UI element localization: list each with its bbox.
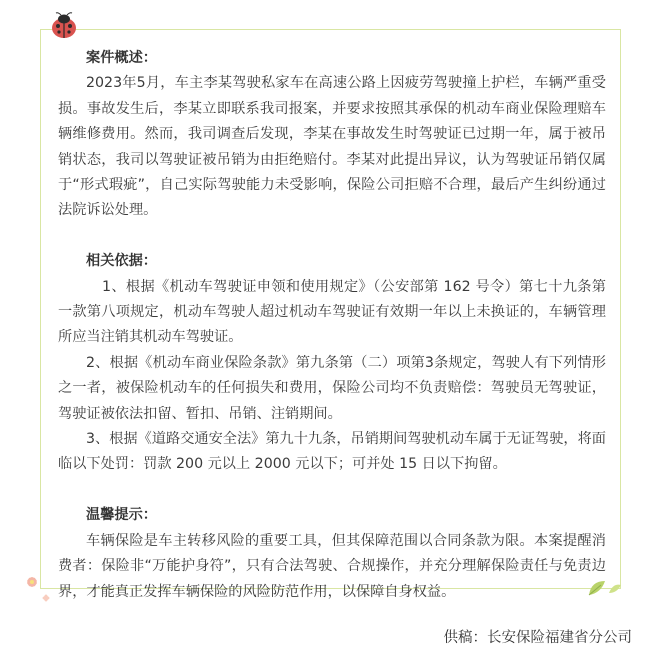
flower-petals-icon — [22, 572, 62, 608]
basis-item: 1、根据《机动车驾驶证申领和使用规定》（公安部第 162 号令）第七十九条第一款第八项规定，机动车驾驶人超过机动车驾驶证有效期一年以上未换证的，车辆管理所应当注销其机动车驾驶证。 — [58, 278, 606, 346]
ladybug-icon — [47, 12, 81, 40]
basis-item: 3、根据《道路交通安全法》第九十九条，吊销期间驾驶机动车属于无证驾驶，将面临以下处罚：罚款 200 元以上 2000 元以下；可并处 15 日以下拘留。 — [58, 431, 606, 473]
case-paragraph: 2023年5月，车主李某驾驶私家车在高速公路上因疲劳驾驶撞上护栏，车辆严重受损。事故发生后，李某立即联系我司报案，并要求按照其承保的机动车商业保险理赔车辆维修费用。然而，我司调查后发现，李某在事故发生时驾驶证已过期一年，属于被吊销状态，我司以驾驶证被吊销为由拒绝赔付。李某对此提出异议，认为驾驶证吊销仅属于“形式瑕疵”，自己实际驾驶能力未受影响，保险公司拒赔不合理，最后产生纠纷通过法院诉讼处理。 — [58, 75, 606, 219]
tips-paragraph: 车辆保险是车主转移风险的重要工具，但其保障范围以合同条款为限。本案提醒消费者：保险非“万能护身符”，只有合法驾驶、合规操作，并充分理解保险责任与免责边界，才能真正发挥车辆保险的风险防范作用，以保障自身权益。 — [58, 532, 606, 600]
basis-heading: 相关依据： — [86, 253, 157, 270]
case-heading: 案件概述： — [86, 50, 157, 66]
article-body — [58, 46, 606, 605]
basis-item: 2、根据《机动车商业保险条款》第九条第（二）项第3条规定，驾驶人有下列情形之一者，被保险机动车的任何损失和费用，保险公司均不负责赔偿：驾驶员无驾驶证，驾驶证被依法扣留、暂扣、吊销、注销期间。 — [58, 354, 606, 422]
source-credit: 供稿：长安保险福建省分公司 — [443, 630, 632, 646]
tips-heading: 温馨提示： — [86, 507, 157, 524]
leaves-icon — [585, 577, 625, 599]
